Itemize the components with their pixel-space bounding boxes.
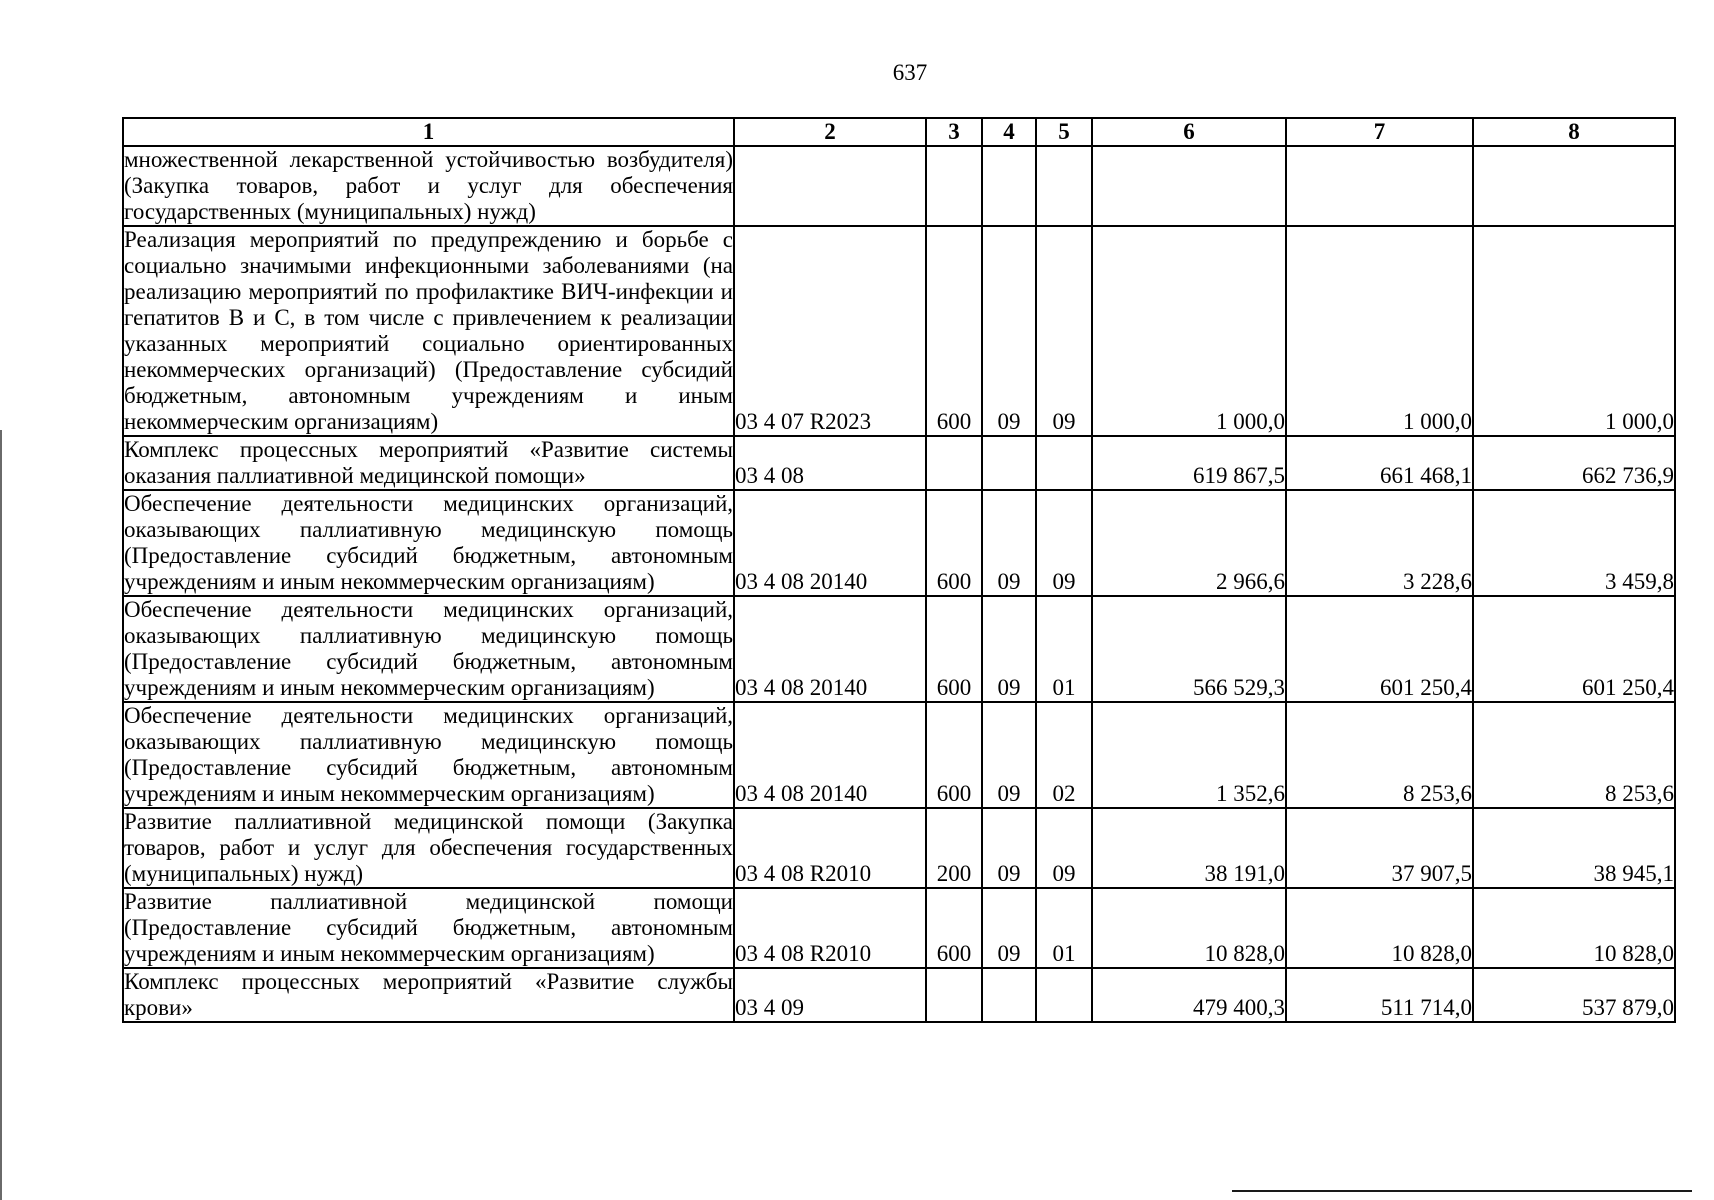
row-col-5: 01 (1036, 888, 1092, 968)
row-col-4 (982, 146, 1036, 226)
row-col-3 (926, 146, 982, 226)
table-row (123, 702, 1675, 808)
row-col-3 (926, 436, 982, 490)
row-value-8: 10 828,0 (1473, 888, 1675, 968)
header-col-8: 8 (1473, 118, 1675, 146)
row-description: Обеспечение деятельности медицинских организаций, оказывающих паллиативную медицинскую помощь (Предоставление субсидий бюджетным, автономным учреждениям и иным некоммерческим организациям) (124, 597, 733, 700)
row-code: 03 4 08 R2010 (734, 808, 926, 888)
header-col-6: 6 (1092, 118, 1286, 146)
row-col-3: 600 (926, 490, 982, 596)
row-value-7: 511 714,0 (1286, 968, 1473, 1022)
table-row (123, 596, 1675, 702)
row-col-4: 09 (982, 226, 1036, 436)
row-code: 03 4 08 R2010 (734, 888, 926, 968)
row-col-5: 02 (1036, 702, 1092, 808)
row-col-3: 600 (926, 888, 982, 968)
row-col-4 (982, 968, 1036, 1022)
row-value-7: 661 468,1 (1286, 436, 1473, 490)
row-value-8: 8 253,6 (1473, 702, 1675, 808)
table-row (123, 968, 1675, 1022)
row-col-4: 09 (982, 888, 1036, 968)
row-col-3: 600 (926, 596, 982, 702)
row-description: Развитие паллиативной медицинской помощи (Предоставление субсидий бюджетным, автономным учреждениям и иным некоммерческим организациям) (124, 889, 733, 966)
bottom-rule (1232, 1190, 1692, 1192)
row-col-4 (982, 436, 1036, 490)
row-code: 03 4 07 R2023 (734, 226, 926, 436)
header-col-7: 7 (1286, 118, 1473, 146)
header-col-2: 2 (734, 118, 926, 146)
row-code (734, 146, 926, 226)
row-value-6: 1 352,6 (1092, 702, 1286, 808)
row-col-5: 09 (1036, 808, 1092, 888)
page-number: 637 (892, 60, 928, 85)
table-row (123, 490, 1675, 596)
row-col-5 (1036, 436, 1092, 490)
table-row (123, 436, 1675, 490)
row-value-8: 537 879,0 (1473, 968, 1675, 1022)
row-col-4: 09 (982, 490, 1036, 596)
row-description: Комплекс процессных мероприятий «Развитие службы крови» (124, 969, 733, 1020)
row-value-8: 662 736,9 (1473, 436, 1675, 490)
row-value-7: 37 907,5 (1286, 808, 1473, 888)
row-code: 03 4 09 (734, 968, 926, 1022)
row-description: Обеспечение деятельности медицинских организаций, оказывающих паллиативную медицинскую помощь (Предоставление субсидий бюджетным, автономным учреждениям и иным некоммерческим организациям) (124, 703, 733, 806)
budget-table (122, 117, 1676, 1023)
row-col-5 (1036, 146, 1092, 226)
row-code: 03 4 08 20140 (734, 596, 926, 702)
table-row (123, 808, 1675, 888)
row-col-3 (926, 968, 982, 1022)
scan-left-edge (0, 430, 2, 1200)
row-value-6: 1 000,0 (1092, 226, 1286, 436)
row-value-7: 3 228,6 (1286, 490, 1473, 596)
row-description: Комплекс процессных мероприятий «Развитие системы оказания паллиативной медицинской помощи» (124, 437, 733, 488)
row-code: 03 4 08 (734, 436, 926, 490)
row-value-6: 10 828,0 (1092, 888, 1286, 968)
row-value-6: 619 867,5 (1092, 436, 1286, 490)
row-value-7: 8 253,6 (1286, 702, 1473, 808)
row-value-6: 566 529,3 (1092, 596, 1286, 702)
row-value-6: 2 966,6 (1092, 490, 1286, 596)
row-col-5: 09 (1036, 226, 1092, 436)
table-row (123, 226, 1675, 436)
row-col-4: 09 (982, 808, 1036, 888)
row-value-6: 479 400,3 (1092, 968, 1286, 1022)
table-row (123, 146, 1675, 226)
header-col-5: 5 (1036, 118, 1092, 146)
row-col-4: 09 (982, 702, 1036, 808)
header-col-4: 4 (982, 118, 1036, 146)
row-value-7 (1286, 146, 1473, 226)
header-col-3: 3 (926, 118, 982, 146)
row-value-8: 38 945,1 (1473, 808, 1675, 888)
row-value-8: 3 459,8 (1473, 490, 1675, 596)
row-col-5 (1036, 968, 1092, 1022)
header-row (123, 118, 1675, 146)
row-value-7: 10 828,0 (1286, 888, 1473, 968)
row-value-8: 601 250,4 (1473, 596, 1675, 702)
row-col-3: 200 (926, 808, 982, 888)
row-value-7: 1 000,0 (1286, 226, 1473, 436)
row-value-8 (1473, 146, 1675, 226)
row-value-6 (1092, 146, 1286, 226)
row-description: Обеспечение деятельности медицинских организаций, оказывающих паллиативную медицинскую помощь (Предоставление субсидий бюджетным, автономным учреждениям и иным некоммерческим организациям) (124, 491, 733, 594)
header-col-1: 1 (123, 118, 734, 146)
table-row (123, 888, 1675, 968)
row-col-3: 600 (926, 226, 982, 436)
row-col-5: 01 (1036, 596, 1092, 702)
row-col-3: 600 (926, 702, 982, 808)
row-value-7: 601 250,4 (1286, 596, 1473, 702)
row-description: множественной лекарственной устойчивостью возбудителя) (Закупка товаров, работ и услуг для обеспечения государственных (муниципальных) нужд) (124, 147, 733, 224)
row-col-5: 09 (1036, 490, 1092, 596)
row-description: Развитие паллиативной медицинской помощи (Закупка товаров, работ и услуг для обеспечения государственных (муниципальных) нужд) (124, 809, 733, 886)
row-code: 03 4 08 20140 (734, 490, 926, 596)
row-description: Реализация мероприятий по предупреждению и борьбе с социально значимыми инфекционными заболеваниями (на реализацию мероприятий по профилактике ВИЧ-инфекции и гепатитов В и С, в том числе с привлечением к реализации указанных мероприятий социально ориентированных некоммерческих организаций) (Предоставление субсидий бюджетным, автономным учреждениям и иным некоммерческим организациям) (124, 227, 733, 434)
row-value-8: 1 000,0 (1473, 226, 1675, 436)
row-code: 03 4 08 20140 (734, 702, 926, 808)
row-value-6: 38 191,0 (1092, 808, 1286, 888)
row-col-4: 09 (982, 596, 1036, 702)
